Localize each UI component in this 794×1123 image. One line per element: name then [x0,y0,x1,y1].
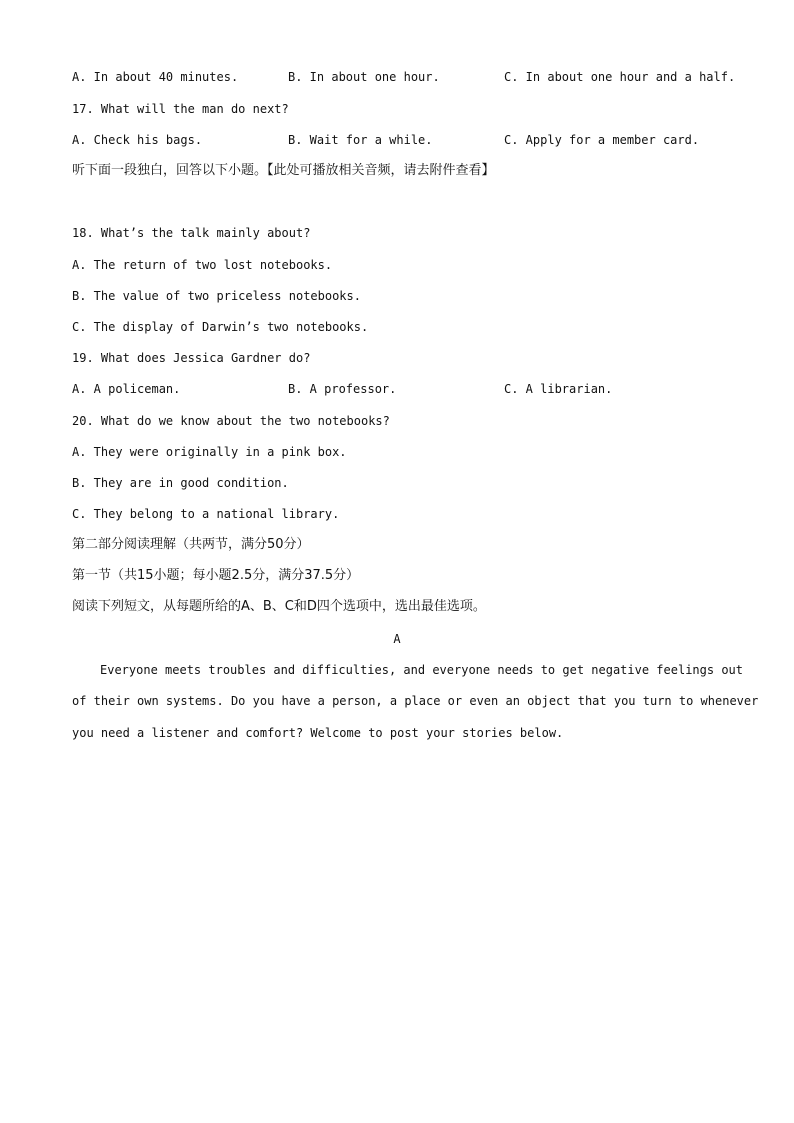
part2-instruction: 阅读下列短文，从每题所给的A、B、C和D四个选项中，选出最佳选项。 [72,599,486,614]
q16-option-c: C. In about one hour and a half. [504,70,736,84]
q17-option-a: A. Check his bags. [72,133,203,147]
passage-line-2: of their own systems. Do you have a person, a place or even an object that you turn to whenever [72,694,759,708]
passage-line-1: Everyone meets troubles and difficulties, and everyone needs to get negative feelings out [100,663,743,677]
passage-label: A [393,632,401,646]
q19-option-c: C. A librarian. [504,382,613,396]
q17-question: 17. What will the man do next? [72,102,289,116]
q19-question: 19. What does Jessica Gardner do? [72,351,311,365]
q20-option-c: C. They belong to a national library. [72,507,340,521]
q17-option-b: B. Wait for a while. [288,133,433,147]
q18-option-b: B. The value of two priceless notebooks. [72,289,361,303]
q19-option-b: B. A professor. [288,382,397,396]
q20-option-a: A. They were originally in a pink box. [72,445,347,459]
q17-option-c: C. Apply for a member card. [504,133,700,147]
q20-question: 20. What do we know about the two notebooks? [72,414,390,428]
q18-question: 18. What’s the talk mainly about? [72,226,311,240]
monologue-instruction: 听下面一段独白，回答以下小题。【此处可播放相关音频，请去附件查看】 [72,163,495,178]
passage-line-3: you need a listener and comfort? Welcome to post your stories below. [72,726,564,740]
q18-option-a: A. The return of two lost notebooks. [72,258,333,272]
q20-option-b: B. They are in good condition. [72,476,289,490]
part2-heading: 第二部分阅读理解（共两节，满分50分） [72,537,310,552]
q18-option-c: C. The display of Darwin’s two notebooks. [72,320,369,334]
q16-option-b: B. In about one hour. [288,70,440,84]
part2-section1: 第一节（共15小题；每小题2.5分，满分37.5分） [72,568,360,583]
q16-option-a: A. In about 40 minutes. [72,70,239,84]
q19-option-a: A. A policeman. [72,382,181,396]
